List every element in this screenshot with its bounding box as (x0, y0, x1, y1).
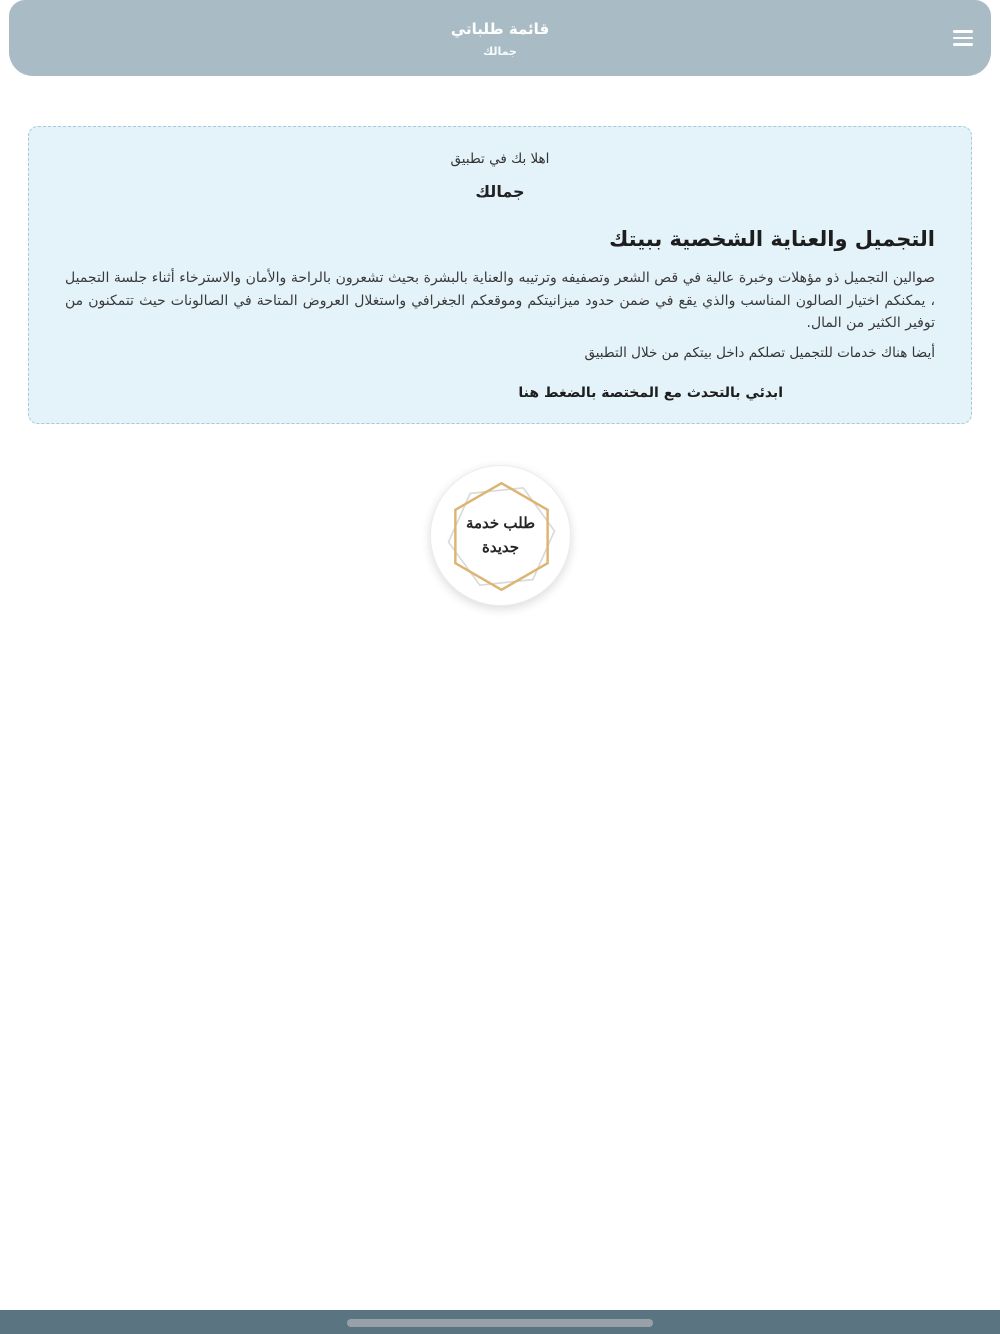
new-service-request-button[interactable] (430, 465, 571, 606)
card-heading: التجميل والعناية الشخصية ببيتك (609, 227, 935, 251)
home-indicator-handle[interactable] (347, 1319, 653, 1327)
hamburger-menu-icon (953, 37, 973, 39)
header-titles (451, 18, 549, 58)
app-header (9, 0, 991, 76)
app-subtitle: جمالك (483, 45, 517, 58)
fab-label-line1: طلب خدمة (465, 514, 536, 532)
app-name: جمالك (475, 182, 525, 201)
welcome-card (28, 126, 972, 424)
fab-label-line2: جديدة (481, 538, 520, 556)
home-services-note: أيضا هناك خدمات للتجميل تصلكم داخل بيتكم من خلال التطبيق (584, 345, 935, 362)
page-title: قائمة طلباتي (450, 20, 550, 38)
hamburger-menu-icon (953, 30, 973, 32)
hamburger-menu-icon (953, 43, 973, 45)
hamburger-menu-button[interactable] (947, 27, 973, 49)
chat-with-specialist-link[interactable]: ابدئي بالتحدث مع المختصة بالضغط هنا (518, 385, 783, 402)
welcome-line: اهلا بك في تطبيق (450, 151, 550, 167)
card-description: صوالين التجميل ذو مؤهلات وخبرة عالية في قص الشعر وتصفيفه وترتيبه والعناية بالبشرة بحيث تشعرون بالراحة والأمان والاسترخاء أثناء جلسة التجميل ، يمكنكم اختيار الصالون المناسب والذي يقع في ضمن حدود ميزانيتكم وموقعكم الجغرافي واستغلال العروض المتاحة في الصالونات حيث تتمكنون من توفير الكثير من المال. (65, 270, 935, 332)
new-service-button-label (431, 466, 570, 605)
bottom-bar (0, 1310, 1000, 1334)
